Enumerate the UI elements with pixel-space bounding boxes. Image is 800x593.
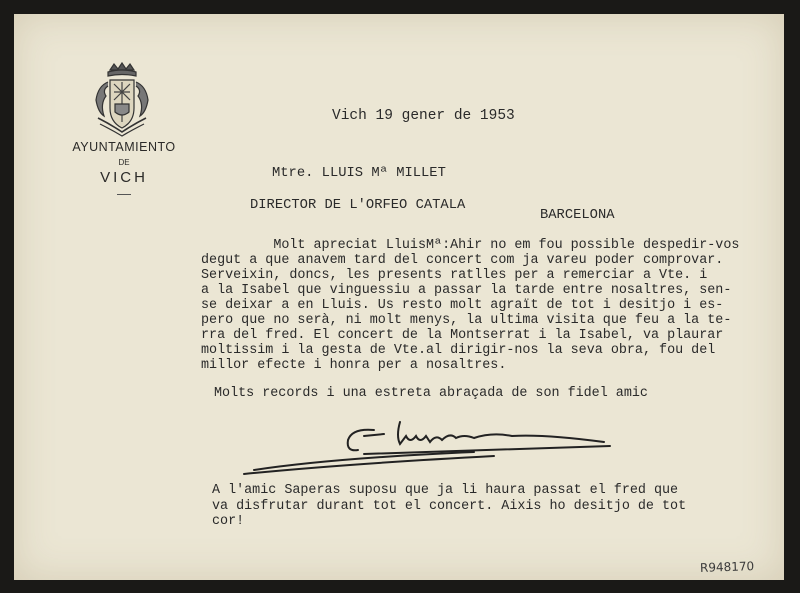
letterhead-line2: DE <box>118 158 130 167</box>
recipient-title: DIRECTOR DE L'ORFEO CATALA <box>250 198 466 213</box>
archive-reference: R948170 <box>699 559 755 575</box>
recipient-city: BARCELONA <box>540 208 615 223</box>
letterhead-rule <box>117 194 131 195</box>
handwritten-signature-icon <box>224 414 624 484</box>
coat-of-arms-icon <box>90 60 154 140</box>
letter-body: Molt apreciat LluisMª:Ahir no em fou possible despedir-vos degut a que anavem tard del concert com ja vareu poder comprovar. Serveixin, doncs, les presents ratlles per a remerciar a Vte. i a la Isabel que vinguessiu a passar la tarde entre nosaltres, sen- se deixar a en Lluis. Us resto molt agraït de tot i desitjo i es- pero que no serà, ni molt menys, la ultima visita que feu a la te- rra del fred. El concert de la Montserrat i la Isabel, va plaurar moltissim i la gesta de Vte.al dirigir-nos la seva obra, fou del millor efecte i honra per a nosaltres. <box>201 238 740 373</box>
letterhead-line3: VICH <box>100 169 148 186</box>
letter-closing: Molts records i una estreta abraçada de son fidel amic <box>214 386 648 401</box>
recipient-name: Mtre. LLUIS Mª MILLET <box>272 166 446 181</box>
postscript: A l'amic Saperas suposu que ja li haura passat el fred que va disfrutar durant tot el concert. Aixis ho desitjo de tot cor! <box>212 483 687 529</box>
letterhead-line1: AYUNTAMIENTO <box>72 140 176 154</box>
letter-sheet <box>14 14 784 580</box>
letterhead <box>54 140 194 195</box>
letter-date: Vich 19 gener de 1953 <box>332 108 515 124</box>
